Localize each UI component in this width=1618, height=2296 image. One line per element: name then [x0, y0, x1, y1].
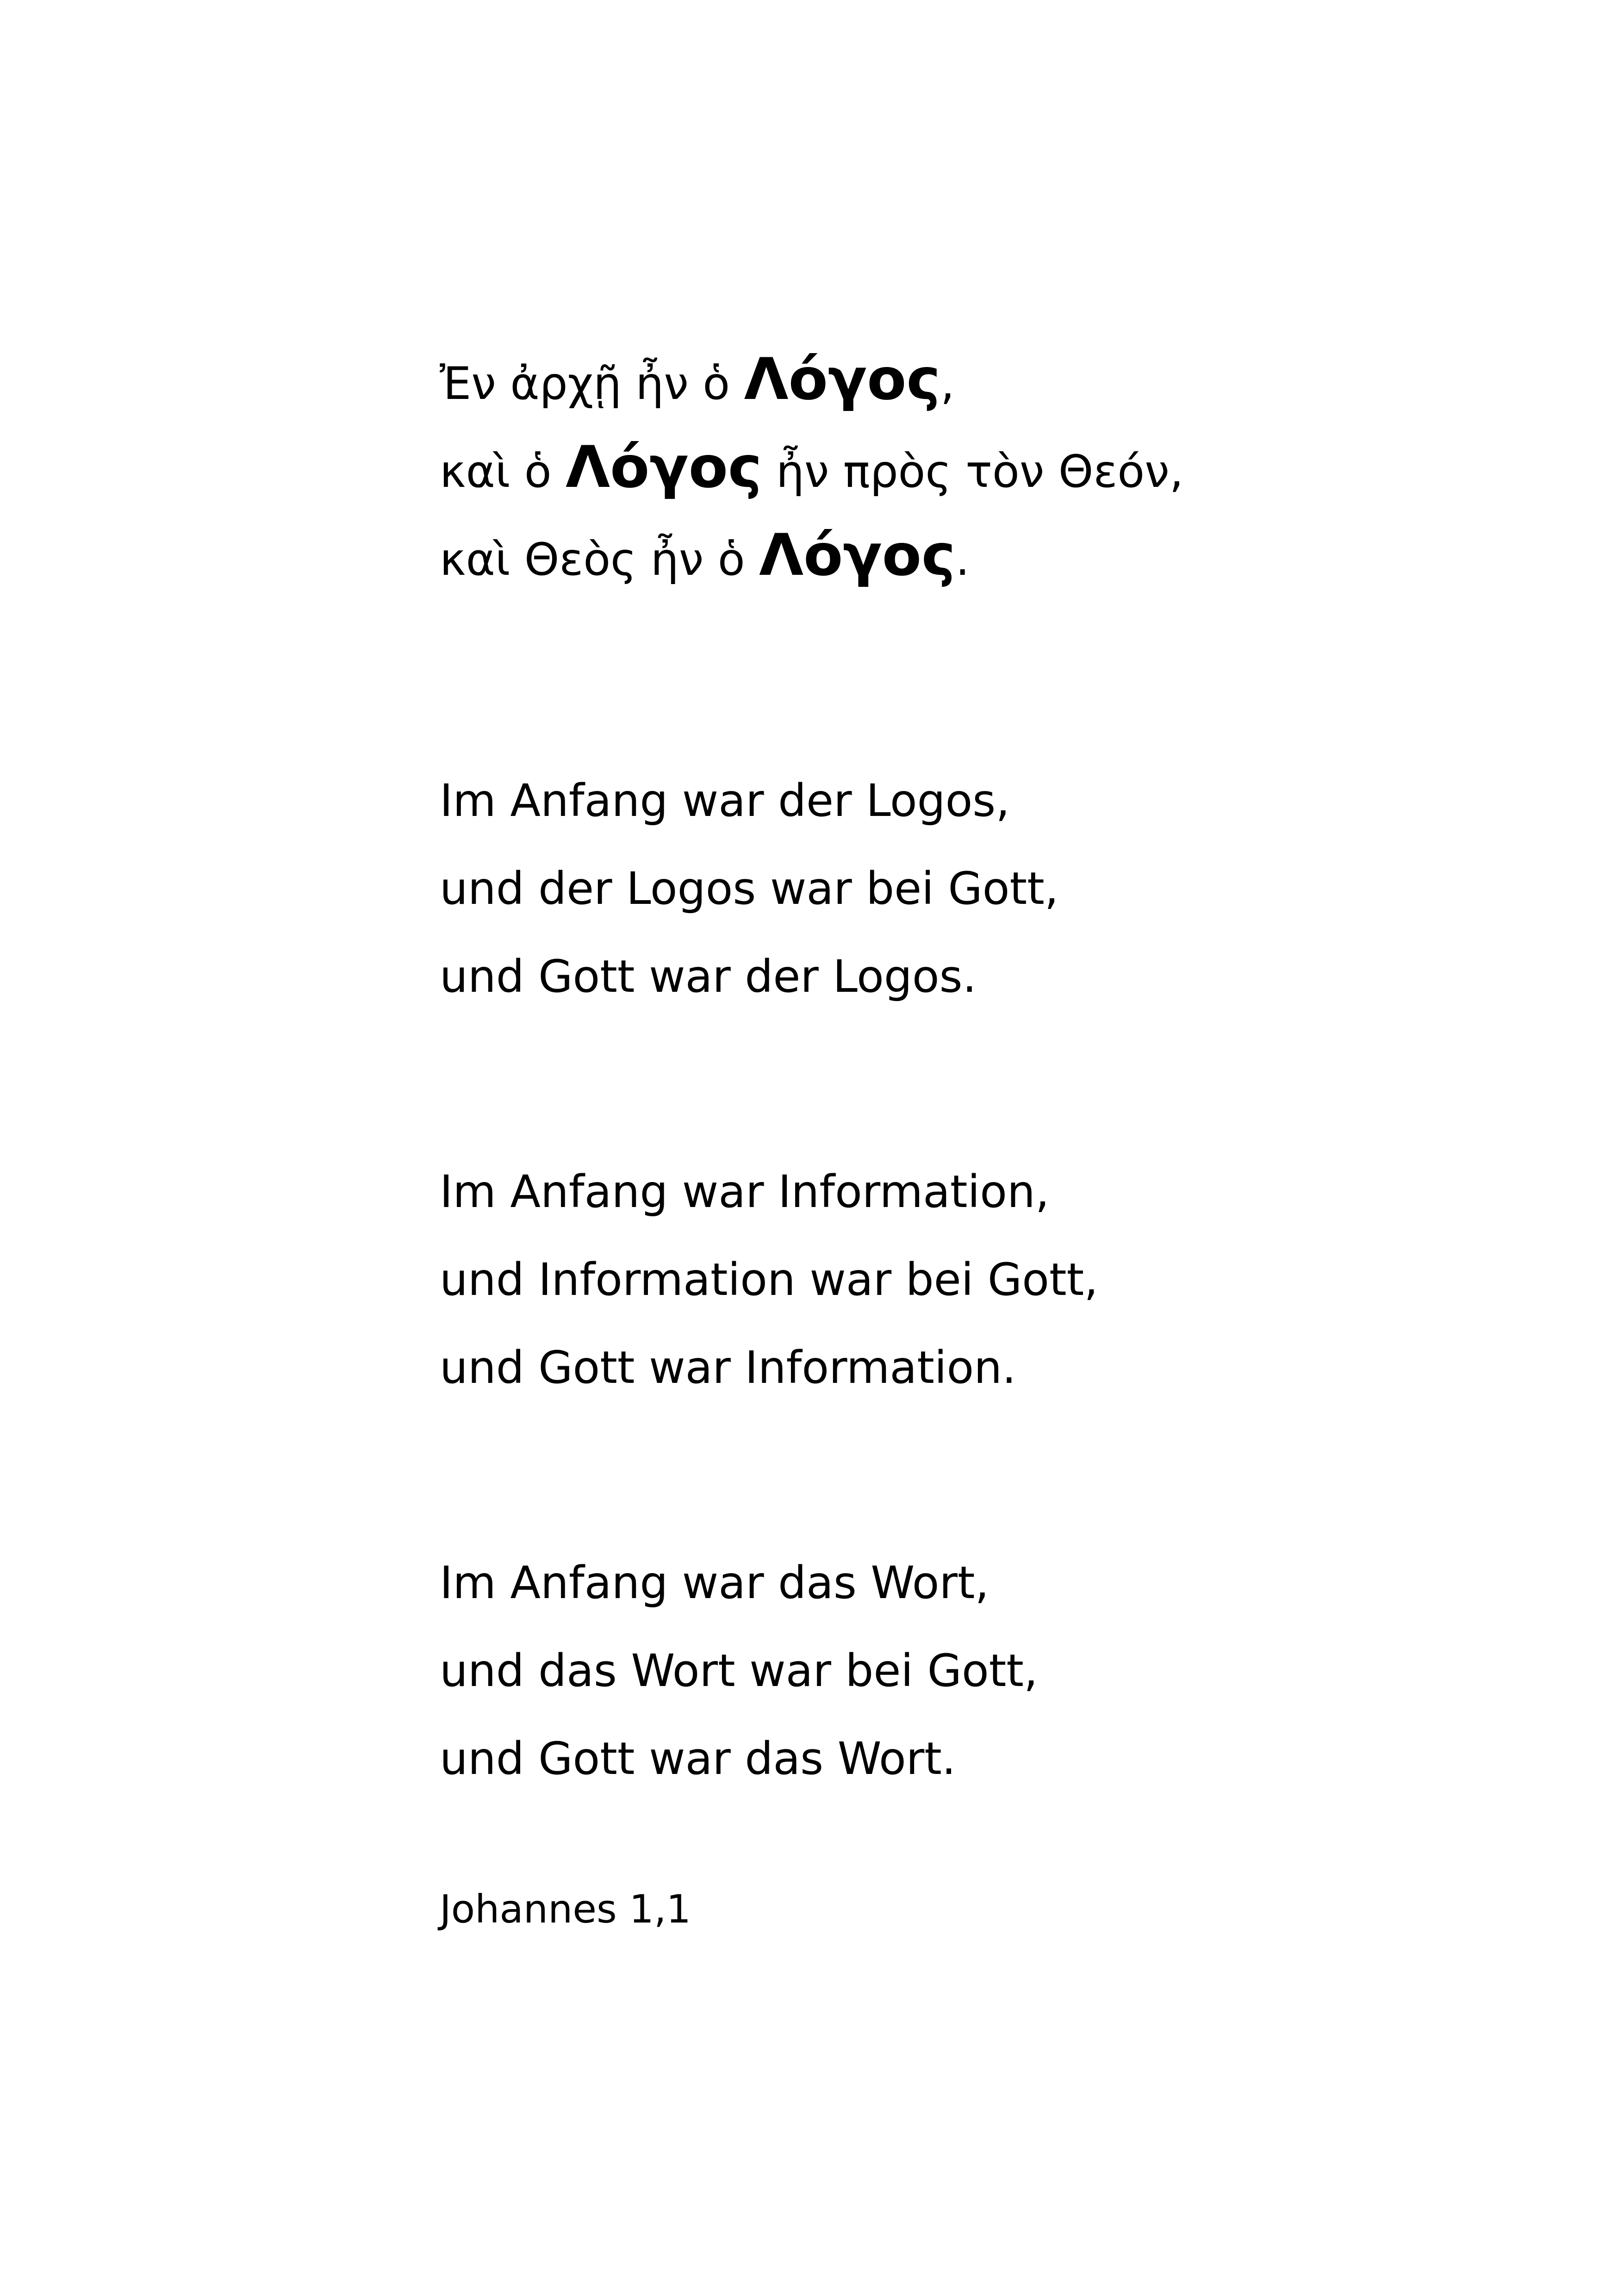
greek-line-3-post: . — [955, 534, 970, 585]
logos-line-3: und Gott war der Logos. — [440, 951, 977, 1002]
logos-line-2: und der Logos war bei Gott, — [440, 863, 1059, 915]
greek-line-1-pre: Ἐν ἀρχῇ ἦν ὁ — [440, 358, 744, 410]
wort-line-1: Im Anfang war das Wort, — [440, 1557, 989, 1609]
citation: Johannes 1,1 — [440, 1886, 691, 1932]
information-line-1: Im Anfang war Information, — [440, 1166, 1050, 1218]
greek-line-3-pre: καὶ Θεὸς ἦν ὁ — [440, 534, 759, 585]
wort-line-3: und Gott war das Wort. — [440, 1733, 956, 1785]
greek-line-1 — [440, 346, 955, 413]
greek-line-1-post: , — [940, 358, 955, 410]
information-line-3: und Gott war Information. — [440, 1342, 1016, 1394]
wort-line-2: und das Wort war bei Gott, — [440, 1645, 1038, 1697]
greek-line-2-logos: Λόγος — [566, 434, 762, 501]
greek-line-2-pre: καὶ ὁ — [440, 446, 566, 498]
greek-line-3-logos: Λόγος — [759, 522, 956, 589]
greek-line-3 — [440, 522, 970, 589]
greek-line-2-post: ἦν πρὸς τὸν Θεόν, — [762, 446, 1184, 498]
greek-line-2 — [440, 434, 1184, 501]
information-line-2: und Information war bei Gott, — [440, 1254, 1098, 1306]
greek-line-1-logos: Λόγος — [744, 346, 940, 413]
logos-line-1: Im Anfang war der Logos, — [440, 775, 1010, 827]
